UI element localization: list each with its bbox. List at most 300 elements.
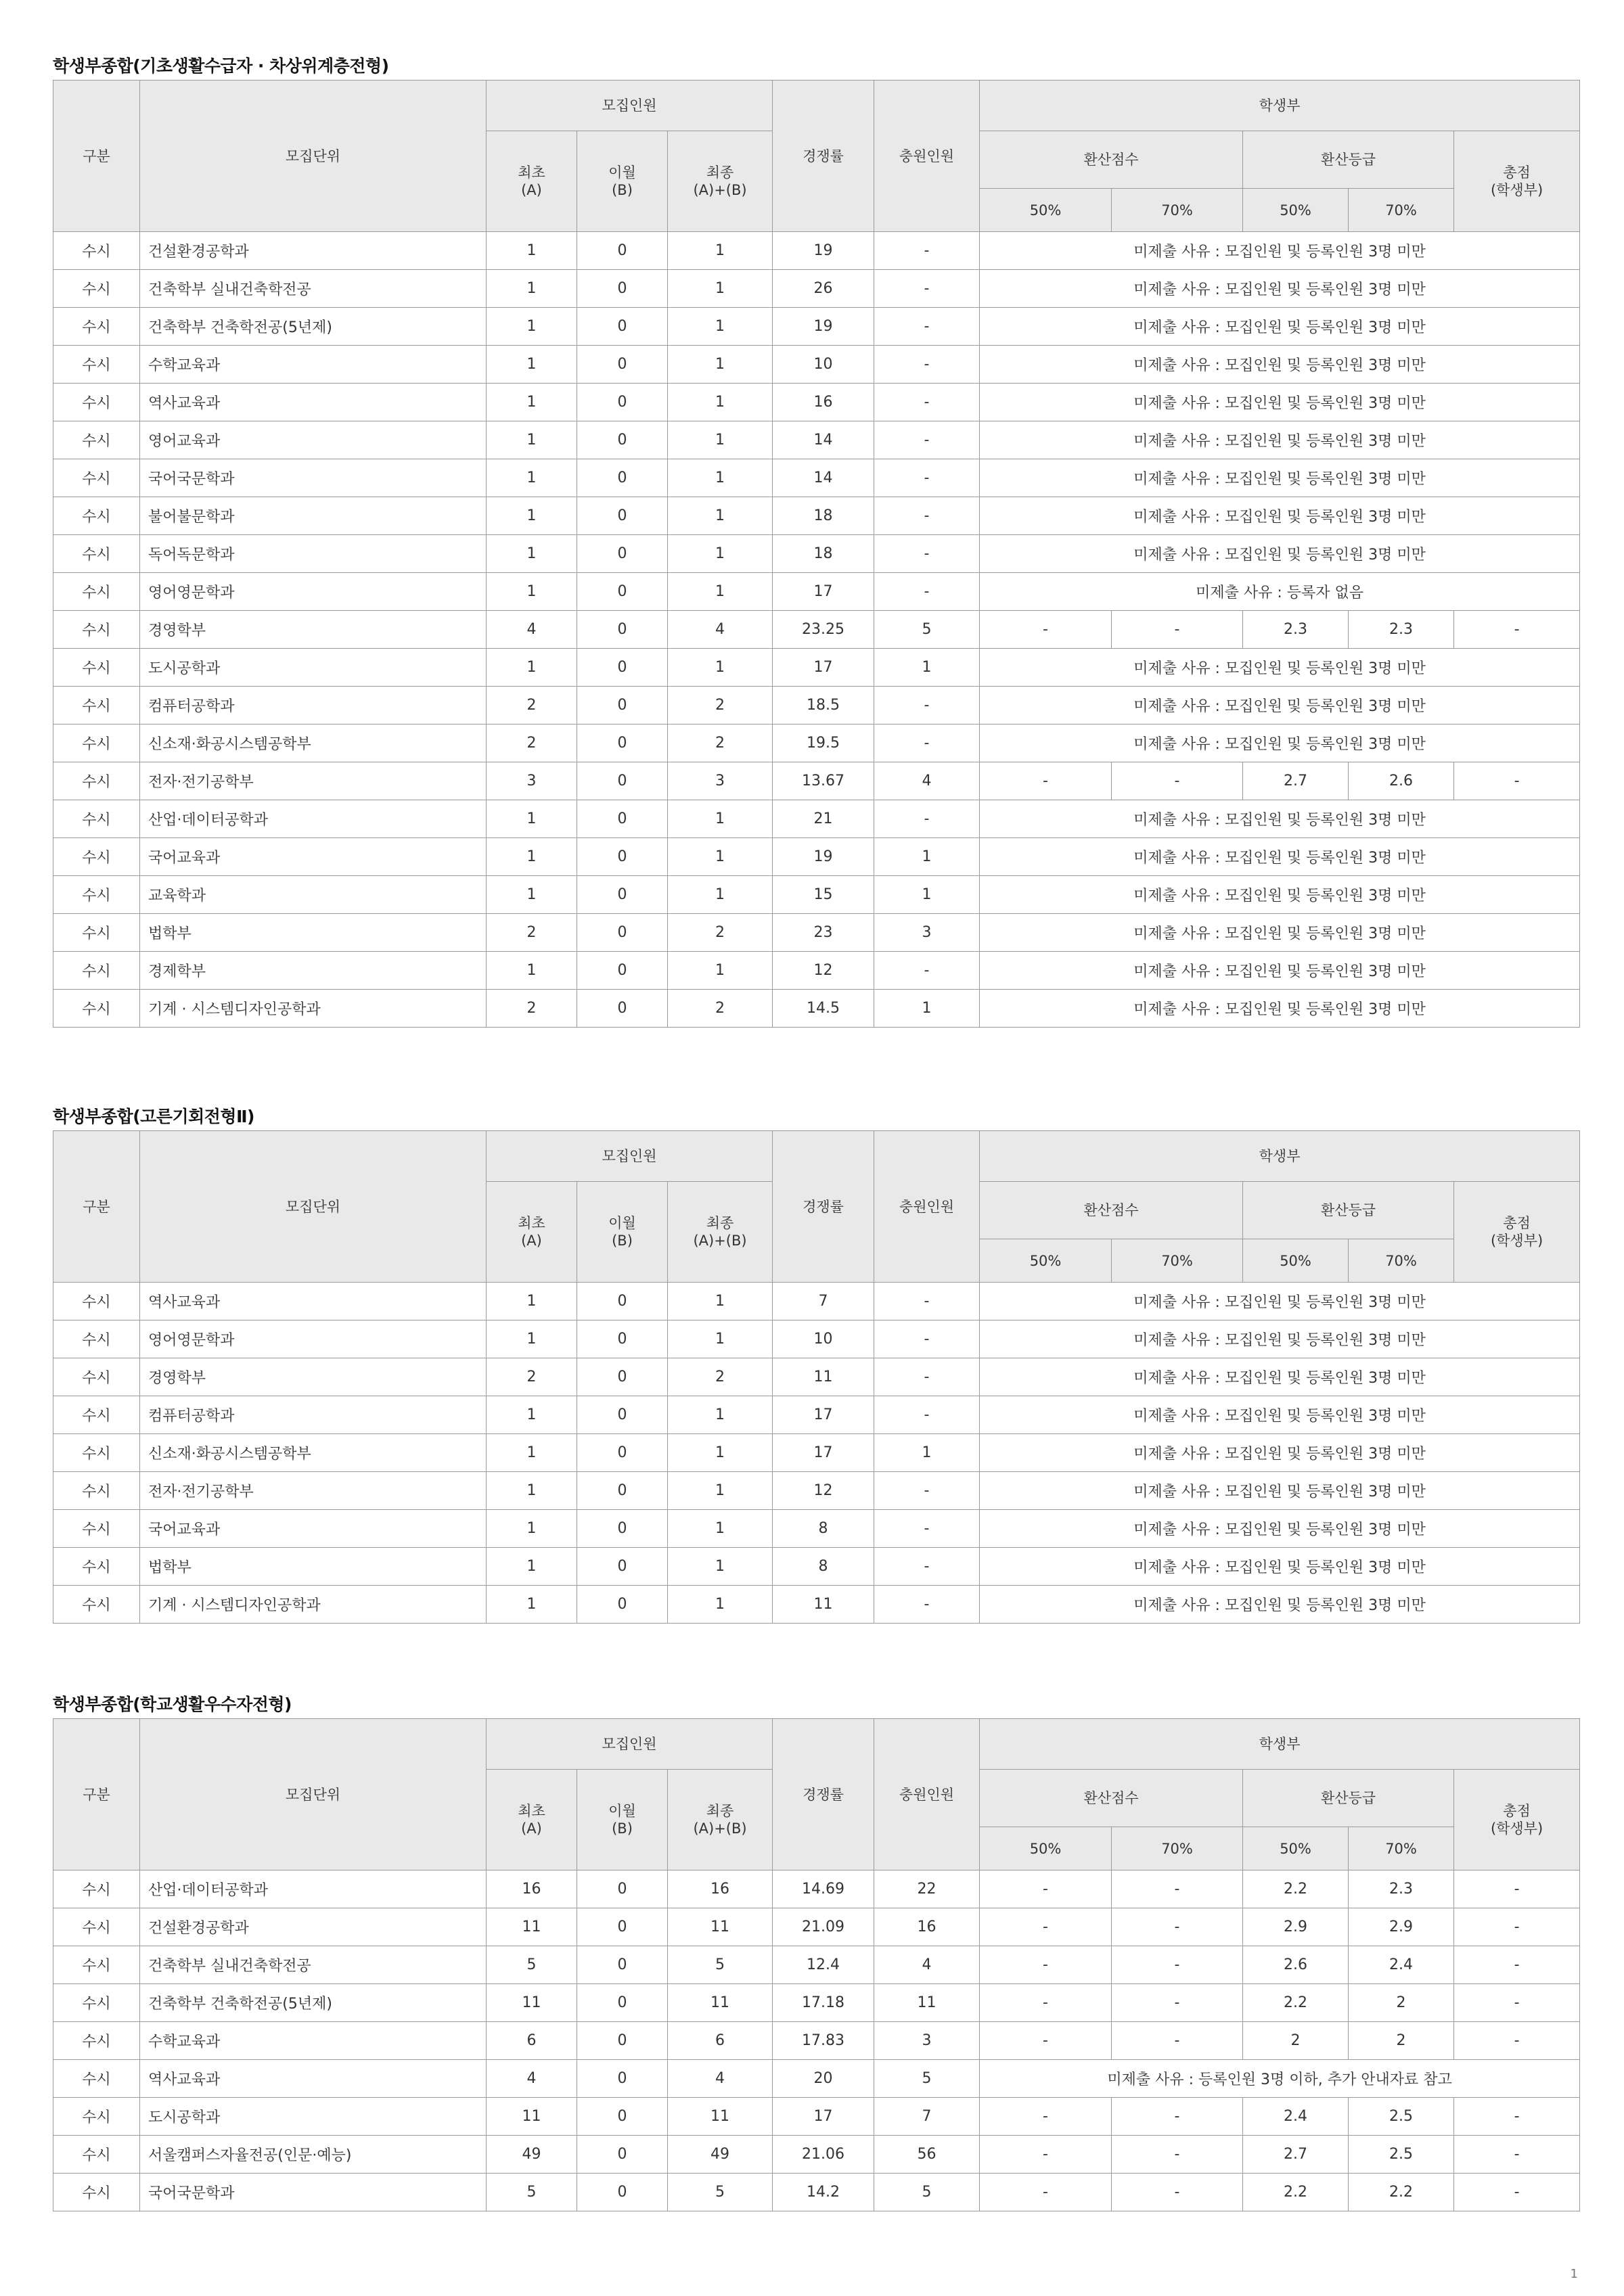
cell-note: 미제출 사유 : 모집인원 및 등록인원 3명 미만 bbox=[980, 308, 1580, 346]
cell-extra: 4 bbox=[874, 762, 980, 800]
header-label: 총점 bbox=[1503, 1215, 1531, 1231]
cell-carryover: 0 bbox=[577, 270, 668, 308]
cell-score-70: - bbox=[1112, 2136, 1243, 2174]
cell-extra: 3 bbox=[874, 2022, 980, 2060]
cell-note: 미제출 사유 : 모집인원 및 등록인원 3명 미만 bbox=[980, 1548, 1580, 1586]
cell-unit: 국어국문학과 bbox=[140, 2174, 487, 2211]
cell-extra: - bbox=[874, 1472, 980, 1510]
cell-initial: 5 bbox=[487, 1946, 577, 1984]
cell-final: 2 bbox=[668, 725, 773, 762]
cell-carryover: 0 bbox=[577, 384, 668, 421]
table-row bbox=[53, 1984, 1580, 2022]
cell-ratio: 21.06 bbox=[773, 2136, 874, 2174]
section-1 bbox=[53, 53, 1579, 1028]
cell-carryover: 0 bbox=[577, 1984, 668, 2022]
cell-carryover: 0 bbox=[577, 2174, 668, 2211]
header-grade-50: 50% bbox=[1243, 1239, 1349, 1283]
cell-type: 수시 bbox=[53, 725, 140, 762]
cell-grade-50: 2.7 bbox=[1243, 2136, 1349, 2174]
header-total bbox=[1454, 1182, 1580, 1283]
cell-ratio: 16 bbox=[773, 384, 874, 421]
cell-unit: 컴퓨터공학과 bbox=[140, 687, 487, 725]
header-carryover bbox=[577, 1770, 668, 1870]
cell-extra: 1 bbox=[874, 1434, 980, 1472]
cell-extra: - bbox=[874, 800, 980, 838]
cell-initial: 2 bbox=[487, 725, 577, 762]
header-grade-70: 70% bbox=[1349, 1239, 1454, 1283]
cell-final: 4 bbox=[668, 2060, 773, 2098]
table-row bbox=[53, 2098, 1580, 2136]
cell-type: 수시 bbox=[53, 270, 140, 308]
cell-score-70: - bbox=[1112, 2022, 1243, 2060]
header-sublabel: (A) bbox=[521, 1820, 542, 1837]
header-extra: 충원인원 bbox=[874, 81, 980, 232]
cell-note: 미제출 사유 : 모집인원 및 등록인원 3명 미만 bbox=[980, 421, 1580, 459]
cell-extra: 56 bbox=[874, 2136, 980, 2174]
cell-final: 1 bbox=[668, 1472, 773, 1510]
section-title: 학생부종합(학교생활우수자전형) bbox=[53, 1695, 292, 1714]
cell-type: 수시 bbox=[53, 232, 140, 270]
header-score-50: 50% bbox=[980, 1239, 1112, 1283]
cell-score-70: - bbox=[1112, 762, 1243, 800]
cell-ratio: 14.5 bbox=[773, 990, 874, 1028]
header-score-50: 50% bbox=[980, 189, 1112, 232]
cell-type: 수시 bbox=[53, 308, 140, 346]
cell-final: 6 bbox=[668, 2022, 773, 2060]
cell-ratio: 18 bbox=[773, 535, 874, 573]
header-extra: 충원인원 bbox=[874, 1719, 980, 1870]
cell-unit: 도시공학과 bbox=[140, 2098, 487, 2136]
cell-final: 1 bbox=[668, 952, 773, 990]
header-label: 이월 bbox=[608, 164, 636, 181]
header-sublabel: (A) bbox=[521, 182, 542, 198]
header-gubun: 구분 bbox=[53, 1719, 140, 1870]
cell-score-50: - bbox=[980, 1984, 1112, 2022]
header-ratio: 경쟁률 bbox=[773, 1131, 874, 1283]
cell-type: 수시 bbox=[53, 1396, 140, 1434]
cell-ratio: 12 bbox=[773, 952, 874, 990]
header-label: 최종 bbox=[706, 1803, 734, 1819]
cell-extra: - bbox=[874, 270, 980, 308]
cell-carryover: 0 bbox=[577, 1434, 668, 1472]
cell-type: 수시 bbox=[53, 1321, 140, 1358]
cell-initial: 1 bbox=[487, 952, 577, 990]
table-row bbox=[53, 649, 1580, 687]
cell-score-70: - bbox=[1112, 2098, 1243, 2136]
header-sublabel: (B) bbox=[612, 182, 633, 198]
cell-carryover: 0 bbox=[577, 1283, 668, 1321]
cell-carryover: 0 bbox=[577, 1472, 668, 1510]
cell-unit: 기계 · 시스템디자인공학과 bbox=[140, 1586, 487, 1624]
page-number: 1 bbox=[1570, 2267, 1578, 2281]
header-carryover bbox=[577, 131, 668, 232]
cell-carryover: 0 bbox=[577, 762, 668, 800]
section-3 bbox=[53, 1691, 1579, 2211]
cell-extra: - bbox=[874, 1548, 980, 1586]
cell-ratio: 19 bbox=[773, 308, 874, 346]
cell-final: 1 bbox=[668, 346, 773, 384]
cell-grade-70: 2 bbox=[1349, 1984, 1454, 2022]
cell-ratio: 10 bbox=[773, 346, 874, 384]
cell-initial: 1 bbox=[487, 535, 577, 573]
cell-note: 미제출 사유 : 모집인원 및 등록인원 3명 미만 bbox=[980, 535, 1580, 573]
header-final bbox=[668, 1182, 773, 1283]
table-row bbox=[53, 1908, 1580, 1946]
cell-carryover: 0 bbox=[577, 1548, 668, 1586]
header-record: 학생부 bbox=[980, 1719, 1580, 1770]
cell-initial: 1 bbox=[487, 838, 577, 876]
cell-extra: 3 bbox=[874, 914, 980, 952]
cell-carryover: 0 bbox=[577, 1321, 668, 1358]
cell-extra: - bbox=[874, 1321, 980, 1358]
cell-final: 1 bbox=[668, 1434, 773, 1472]
cell-grade-50: 2.9 bbox=[1243, 1908, 1349, 1946]
cell-extra: 16 bbox=[874, 1908, 980, 1946]
cell-extra: 1 bbox=[874, 876, 980, 914]
cell-initial: 1 bbox=[487, 876, 577, 914]
cell-unit: 건축학부 건축학전공(5년제) bbox=[140, 308, 487, 346]
cell-extra: - bbox=[874, 535, 980, 573]
header-sublabel: (A)+(B) bbox=[693, 1820, 747, 1837]
cell-extra: 5 bbox=[874, 611, 980, 649]
header-extra: 충원인원 bbox=[874, 1131, 980, 1283]
cell-extra: - bbox=[874, 573, 980, 611]
table-row bbox=[53, 1510, 1580, 1548]
table-row bbox=[53, 573, 1580, 611]
cell-grade-70: 2.3 bbox=[1349, 1870, 1454, 1908]
header-score: 환산점수 bbox=[980, 1182, 1243, 1239]
cell-carryover: 0 bbox=[577, 687, 668, 725]
cell-extra: - bbox=[874, 308, 980, 346]
cell-note: 미제출 사유 : 모집인원 및 등록인원 3명 미만 bbox=[980, 800, 1580, 838]
header-score-70: 70% bbox=[1112, 1827, 1243, 1870]
cell-type: 수시 bbox=[53, 1434, 140, 1472]
cell-type: 수시 bbox=[53, 497, 140, 535]
header-initial bbox=[487, 1182, 577, 1283]
cell-unit: 독어독문학과 bbox=[140, 535, 487, 573]
cell-final: 3 bbox=[668, 762, 773, 800]
header-score: 환산점수 bbox=[980, 131, 1243, 189]
cell-final: 1 bbox=[668, 800, 773, 838]
table-row bbox=[53, 1283, 1580, 1321]
cell-extra: 5 bbox=[874, 2174, 980, 2211]
cell-extra: 1 bbox=[874, 838, 980, 876]
cell-type: 수시 bbox=[53, 952, 140, 990]
cell-initial: 1 bbox=[487, 1434, 577, 1472]
cell-initial: 1 bbox=[487, 421, 577, 459]
cell-ratio: 11 bbox=[773, 1358, 874, 1396]
cell-type: 수시 bbox=[53, 459, 140, 497]
cell-note: 미제출 사유 : 모집인원 및 등록인원 3명 미만 bbox=[980, 232, 1580, 270]
cell-grade-70: 2.9 bbox=[1349, 1908, 1454, 1946]
cell-type: 수시 bbox=[53, 687, 140, 725]
header-label: 이월 bbox=[608, 1803, 636, 1819]
cell-unit: 전자·전기공학부 bbox=[140, 762, 487, 800]
cell-initial: 4 bbox=[487, 2060, 577, 2098]
cell-ratio: 17.18 bbox=[773, 1984, 874, 2022]
header-label: 최초 bbox=[518, 1215, 545, 1231]
cell-unit: 서울캠퍼스자율전공(인문·예능) bbox=[140, 2136, 487, 2174]
cell-type: 수시 bbox=[53, 421, 140, 459]
cell-carryover: 0 bbox=[577, 1510, 668, 1548]
cell-unit: 도시공학과 bbox=[140, 649, 487, 687]
cell-note: 미제출 사유 : 모집인원 및 등록인원 3명 미만 bbox=[980, 1434, 1580, 1472]
cell-type: 수시 bbox=[53, 1472, 140, 1510]
cell-extra: 7 bbox=[874, 2098, 980, 2136]
header-recruit: 모집인원 bbox=[487, 1131, 773, 1182]
cell-grade-70: 2.5 bbox=[1349, 2098, 1454, 2136]
cell-carryover: 0 bbox=[577, 1358, 668, 1396]
cell-final: 1 bbox=[668, 1586, 773, 1624]
cell-type: 수시 bbox=[53, 611, 140, 649]
cell-final: 2 bbox=[668, 990, 773, 1028]
cell-final: 5 bbox=[668, 1946, 773, 1984]
header-label: 최종 bbox=[706, 1215, 734, 1231]
cell-final: 1 bbox=[668, 270, 773, 308]
header-sublabel: (학생부) bbox=[1490, 182, 1543, 198]
header-grade-70: 70% bbox=[1349, 189, 1454, 232]
cell-total: - bbox=[1454, 1984, 1580, 2022]
cell-final: 1 bbox=[668, 421, 773, 459]
cell-extra: - bbox=[874, 384, 980, 421]
cell-unit: 국어교육과 bbox=[140, 1510, 487, 1548]
cell-ratio: 23 bbox=[773, 914, 874, 952]
cell-carryover: 0 bbox=[577, 2060, 668, 2098]
cell-initial: 2 bbox=[487, 687, 577, 725]
cell-final: 11 bbox=[668, 1908, 773, 1946]
table-row bbox=[53, 346, 1580, 384]
cell-extra: - bbox=[874, 421, 980, 459]
cell-extra: - bbox=[874, 1510, 980, 1548]
table-row bbox=[53, 384, 1580, 421]
cell-ratio: 23.25 bbox=[773, 611, 874, 649]
header-label: 총점 bbox=[1503, 1803, 1531, 1819]
cell-final: 1 bbox=[668, 838, 773, 876]
cell-final: 2 bbox=[668, 1358, 773, 1396]
table-row bbox=[53, 1321, 1580, 1358]
cell-initial: 1 bbox=[487, 232, 577, 270]
cell-score-70: - bbox=[1112, 1870, 1243, 1908]
cell-score-50: - bbox=[980, 762, 1112, 800]
cell-ratio: 19.5 bbox=[773, 725, 874, 762]
cell-note: 미제출 사유 : 모집인원 및 등록인원 3명 미만 bbox=[980, 687, 1580, 725]
cell-initial: 2 bbox=[487, 990, 577, 1028]
cell-ratio: 20 bbox=[773, 2060, 874, 2098]
cell-ratio: 17 bbox=[773, 573, 874, 611]
cell-extra: - bbox=[874, 1586, 980, 1624]
header-carryover bbox=[577, 1182, 668, 1283]
section-title: 학생부종합(고른기회전형Ⅱ) bbox=[53, 1107, 254, 1126]
cell-initial: 1 bbox=[487, 1396, 577, 1434]
header-recruit: 모집인원 bbox=[487, 81, 773, 131]
header-unit: 모집단위 bbox=[140, 1131, 487, 1283]
cell-type: 수시 bbox=[53, 384, 140, 421]
cell-final: 1 bbox=[668, 497, 773, 535]
header-total bbox=[1454, 1770, 1580, 1870]
header-record: 학생부 bbox=[980, 81, 1580, 131]
cell-ratio: 18.5 bbox=[773, 687, 874, 725]
header-initial bbox=[487, 1770, 577, 1870]
cell-total: - bbox=[1454, 611, 1580, 649]
table-row bbox=[53, 1870, 1580, 1908]
cell-total: - bbox=[1454, 2174, 1580, 2211]
table-row bbox=[53, 876, 1580, 914]
cell-initial: 1 bbox=[487, 800, 577, 838]
cell-note: 미제출 사유 : 모집인원 및 등록인원 3명 미만 bbox=[980, 270, 1580, 308]
cell-final: 1 bbox=[668, 308, 773, 346]
cell-initial: 1 bbox=[487, 1472, 577, 1510]
cell-type: 수시 bbox=[53, 2136, 140, 2174]
cell-unit: 건설환경공학과 bbox=[140, 232, 487, 270]
cell-final: 1 bbox=[668, 876, 773, 914]
cell-total: - bbox=[1454, 2022, 1580, 2060]
cell-extra: - bbox=[874, 687, 980, 725]
header-unit: 모집단위 bbox=[140, 81, 487, 232]
cell-initial: 1 bbox=[487, 270, 577, 308]
cell-grade-50: 2.4 bbox=[1243, 2098, 1349, 2136]
cell-type: 수시 bbox=[53, 990, 140, 1028]
cell-type: 수시 bbox=[53, 1946, 140, 1984]
cell-unit: 법학부 bbox=[140, 914, 487, 952]
cell-note: 미제출 사유 : 모집인원 및 등록인원 3명 미만 bbox=[980, 914, 1580, 952]
cell-score-70: - bbox=[1112, 1946, 1243, 1984]
cell-grade-50: 2.7 bbox=[1243, 762, 1349, 800]
cell-ratio: 21 bbox=[773, 800, 874, 838]
header-sublabel: (A) bbox=[521, 1233, 542, 1249]
cell-ratio: 17 bbox=[773, 649, 874, 687]
cell-carryover: 0 bbox=[577, 725, 668, 762]
cell-grade-50: 2.2 bbox=[1243, 1870, 1349, 1908]
cell-ratio: 19 bbox=[773, 232, 874, 270]
header-gubun: 구분 bbox=[53, 81, 140, 232]
table-row bbox=[53, 1358, 1580, 1396]
header-sublabel: (B) bbox=[612, 1820, 633, 1837]
header-score-70: 70% bbox=[1112, 1239, 1243, 1283]
table-row bbox=[53, 2022, 1580, 2060]
cell-carryover: 0 bbox=[577, 952, 668, 990]
cell-extra: - bbox=[874, 346, 980, 384]
cell-unit: 경제학부 bbox=[140, 952, 487, 990]
cell-note: 미제출 사유 : 모집인원 및 등록인원 3명 미만 bbox=[980, 876, 1580, 914]
cell-carryover: 0 bbox=[577, 1908, 668, 1946]
cell-carryover: 0 bbox=[577, 2098, 668, 2136]
cell-carryover: 0 bbox=[577, 1946, 668, 1984]
header-sublabel: (A)+(B) bbox=[693, 1233, 747, 1249]
table-row bbox=[53, 270, 1580, 308]
cell-carryover: 0 bbox=[577, 346, 668, 384]
cell-note: 미제출 사유 : 모집인원 및 등록인원 3명 미만 bbox=[980, 1396, 1580, 1434]
results-table bbox=[53, 1718, 1580, 2211]
cell-final: 2 bbox=[668, 914, 773, 952]
cell-carryover: 0 bbox=[577, 1586, 668, 1624]
cell-carryover: 0 bbox=[577, 2136, 668, 2174]
cell-initial: 1 bbox=[487, 384, 577, 421]
cell-ratio: 26 bbox=[773, 270, 874, 308]
cell-final: 1 bbox=[668, 1321, 773, 1358]
header-score-70: 70% bbox=[1112, 189, 1243, 232]
cell-final: 1 bbox=[668, 1548, 773, 1586]
cell-final: 1 bbox=[668, 573, 773, 611]
cell-initial: 6 bbox=[487, 2022, 577, 2060]
header-label: 최종 bbox=[706, 164, 734, 181]
cell-extra: 4 bbox=[874, 1946, 980, 1984]
header-sublabel: (B) bbox=[612, 1233, 633, 1249]
cell-initial: 16 bbox=[487, 1870, 577, 1908]
table-row bbox=[53, 762, 1580, 800]
table-row bbox=[53, 2136, 1580, 2174]
cell-unit: 건축학부 건축학전공(5년제) bbox=[140, 1984, 487, 2022]
cell-extra: 22 bbox=[874, 1870, 980, 1908]
cell-type: 수시 bbox=[53, 800, 140, 838]
table-row bbox=[53, 497, 1580, 535]
cell-unit: 역사교육과 bbox=[140, 1283, 487, 1321]
cell-final: 11 bbox=[668, 2098, 773, 2136]
cell-total: - bbox=[1454, 1870, 1580, 1908]
cell-type: 수시 bbox=[53, 535, 140, 573]
cell-note: 미제출 사유 : 모집인원 및 등록인원 3명 미만 bbox=[980, 990, 1580, 1028]
table-row bbox=[53, 232, 1580, 270]
header-final bbox=[668, 131, 773, 232]
cell-final: 1 bbox=[668, 1283, 773, 1321]
cell-ratio: 11 bbox=[773, 1586, 874, 1624]
cell-score-50: - bbox=[980, 2098, 1112, 2136]
cell-note: 미제출 사유 : 모집인원 및 등록인원 3명 미만 bbox=[980, 459, 1580, 497]
table-row bbox=[53, 725, 1580, 762]
cell-score-70: - bbox=[1112, 1908, 1243, 1946]
header-ratio: 경쟁률 bbox=[773, 1719, 874, 1870]
cell-unit: 전자·전기공학부 bbox=[140, 1472, 487, 1510]
cell-type: 수시 bbox=[53, 1283, 140, 1321]
cell-grade-70: 2.6 bbox=[1349, 762, 1454, 800]
cell-carryover: 0 bbox=[577, 800, 668, 838]
header-label: 총점 bbox=[1503, 164, 1531, 181]
cell-ratio: 14 bbox=[773, 459, 874, 497]
cell-grade-70: 2.4 bbox=[1349, 1946, 1454, 1984]
table-row bbox=[53, 1472, 1580, 1510]
cell-total: - bbox=[1454, 762, 1580, 800]
cell-carryover: 0 bbox=[577, 1396, 668, 1434]
header-score-50: 50% bbox=[980, 1827, 1112, 1870]
header-row bbox=[53, 81, 1580, 131]
header-grade-50: 50% bbox=[1243, 189, 1349, 232]
table-row bbox=[53, 2174, 1580, 2211]
cell-unit: 영어영문학과 bbox=[140, 573, 487, 611]
cell-type: 수시 bbox=[53, 1870, 140, 1908]
cell-type: 수시 bbox=[53, 914, 140, 952]
cell-ratio: 8 bbox=[773, 1548, 874, 1586]
cell-note: 미제출 사유 : 모집인원 및 등록인원 3명 미만 bbox=[980, 497, 1580, 535]
table-row bbox=[53, 952, 1580, 990]
cell-initial: 1 bbox=[487, 1548, 577, 1586]
cell-unit: 불어불문학과 bbox=[140, 497, 487, 535]
header-grade-70: 70% bbox=[1349, 1827, 1454, 1870]
header-record: 학생부 bbox=[980, 1131, 1580, 1182]
cell-unit: 산업·데이터공학과 bbox=[140, 1870, 487, 1908]
cell-unit: 건설환경공학과 bbox=[140, 1908, 487, 1946]
cell-score-50: - bbox=[980, 1908, 1112, 1946]
cell-note: 미제출 사유 : 등록인원 3명 이하, 추가 안내자료 참고 bbox=[980, 2060, 1580, 2098]
cell-ratio: 14.69 bbox=[773, 1870, 874, 1908]
table-row bbox=[53, 838, 1580, 876]
cell-ratio: 19 bbox=[773, 838, 874, 876]
cell-score-50: - bbox=[980, 1946, 1112, 1984]
section-title: 학생부종합(기초생활수급자 · 차상위계층전형) bbox=[53, 56, 389, 76]
cell-type: 수시 bbox=[53, 1358, 140, 1396]
cell-note: 미제출 사유 : 모집인원 및 등록인원 3명 미만 bbox=[980, 1510, 1580, 1548]
cell-carryover: 0 bbox=[577, 611, 668, 649]
cell-note: 미제출 사유 : 모집인원 및 등록인원 3명 미만 bbox=[980, 1283, 1580, 1321]
cell-final: 1 bbox=[668, 535, 773, 573]
